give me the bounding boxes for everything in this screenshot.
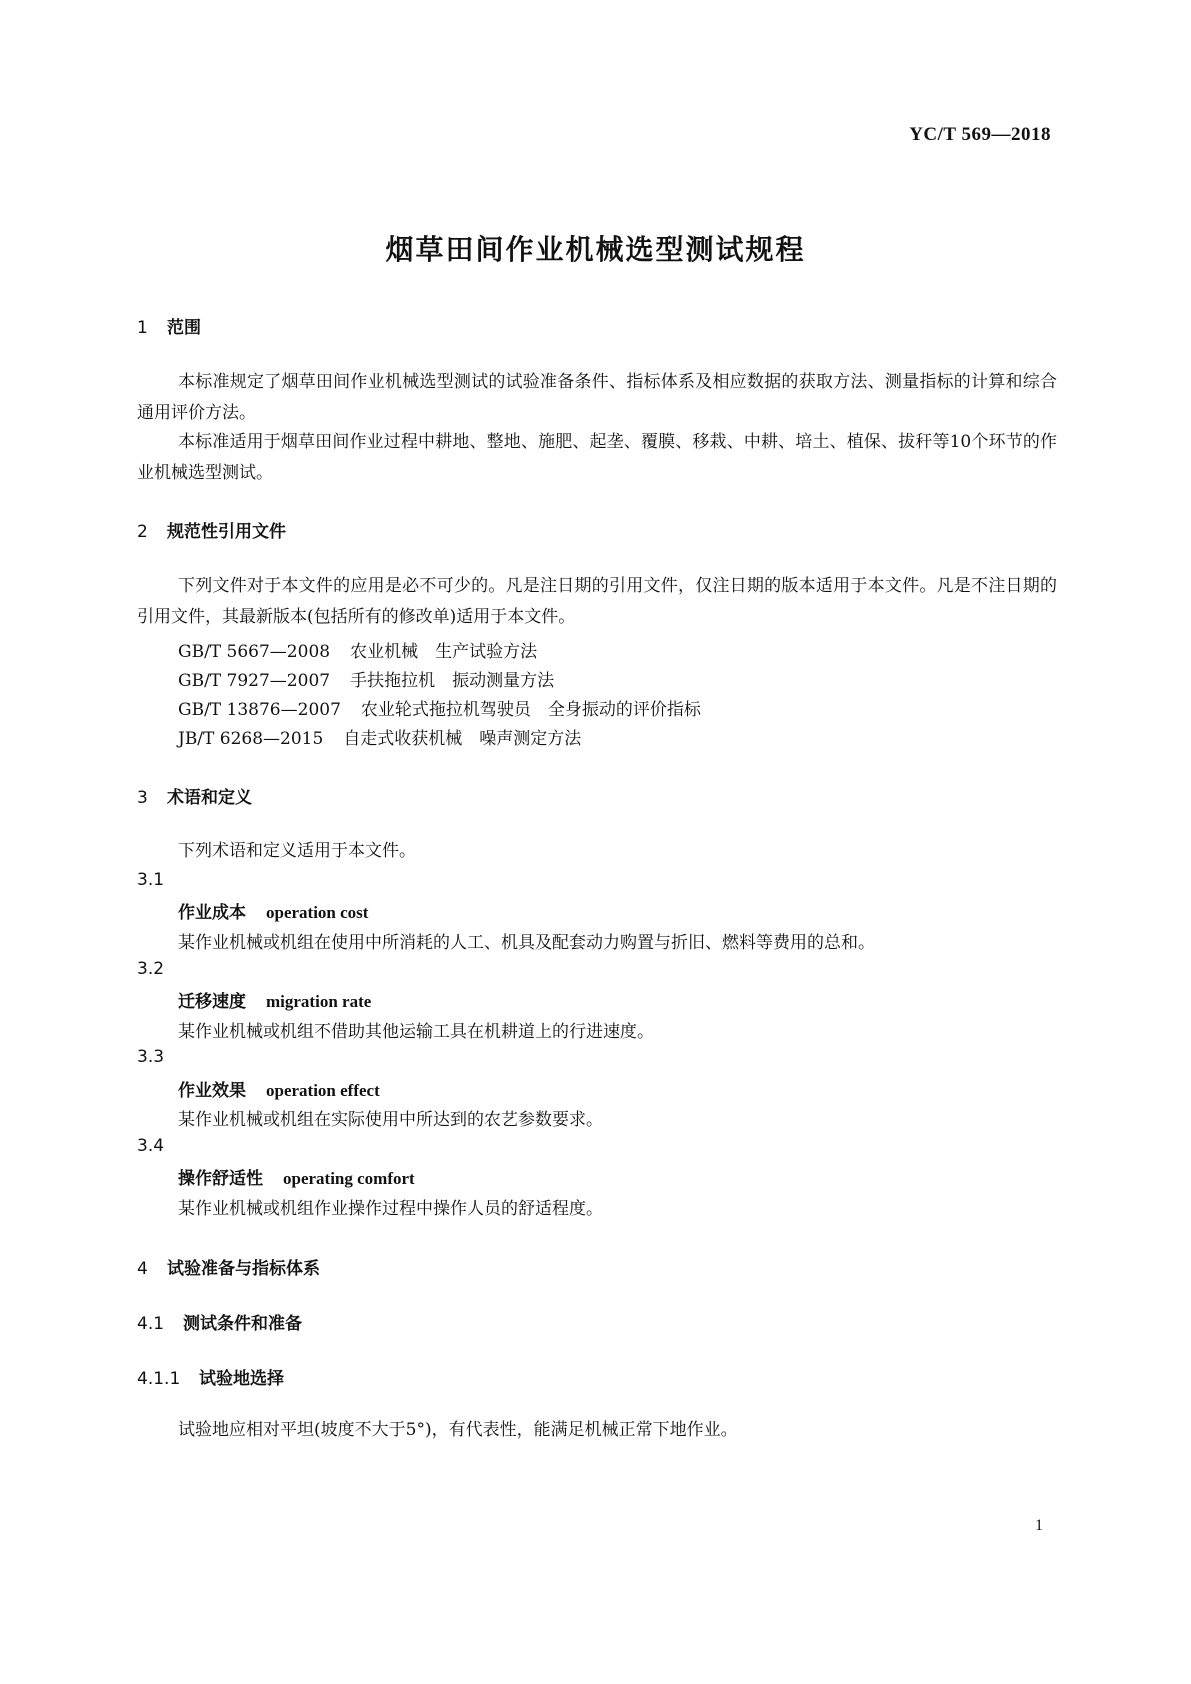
term-zh: 作业成本	[178, 903, 246, 923]
term-en: migration rate	[266, 992, 372, 1011]
term-zh: 作业效果	[178, 1081, 246, 1101]
reference-item	[178, 695, 721, 720]
term-zh: 迁移速度	[178, 992, 246, 1012]
term-definition: 某作业机械或机组不借助其他运输工具在机耕道上的行进速度。	[178, 1022, 654, 1042]
section-title: 规范性引用文件	[167, 522, 286, 542]
subsection-4-1-1-heading	[137, 1364, 284, 1389]
term-number: 3.4	[137, 1136, 165, 1156]
subsection-4-1-heading	[137, 1309, 302, 1334]
section-title: 试验地选择	[199, 1369, 284, 1389]
section-number: 4.1	[137, 1314, 165, 1334]
section-1-heading	[137, 313, 201, 338]
term-number: 3.3	[137, 1047, 165, 1067]
term-name	[178, 1164, 415, 1189]
reference-title: 手扶拖拉机 振动测量方法	[350, 671, 555, 691]
section-3-heading	[137, 783, 252, 808]
section-number: 4	[137, 1259, 148, 1279]
term-name	[178, 1076, 380, 1101]
reference-item	[178, 666, 574, 691]
term-en: operation cost	[266, 903, 369, 922]
paragraph: 试验地应相对平坦(坡度不大于5°)，有代表性，能满足机械正常下地作业。	[178, 1420, 738, 1440]
section-4-heading	[137, 1254, 320, 1279]
term-name	[178, 987, 371, 1012]
reference-title: 农业轮式拖拉机驾驶员 全身振动的评价指标	[360, 700, 701, 720]
document-id: YC/T 569—2018	[909, 124, 1051, 145]
term-definition: 某作业机械或机组在使用中所消耗的人工、机具及配套动力购置与折旧、燃料等费用的总和。	[178, 933, 875, 953]
term-zh: 操作舒适性	[178, 1169, 263, 1189]
reference-code: GB/T 13876—2007	[178, 700, 341, 720]
paragraph: 本标准规定了烟草田间作业机械选型测试的试验准备条件、指标体系及相应数据的获取方法、测量指标的计算和综合通用评价方法。	[137, 372, 1057, 423]
section-title: 测试条件和准备	[183, 1314, 302, 1334]
term-en: operating comfort	[283, 1169, 415, 1188]
section-title: 范围	[167, 318, 201, 338]
reference-code: GB/T 5667—2008	[178, 642, 331, 662]
reference-title: 农业机械 生产试验方法	[350, 642, 538, 662]
page-number: 1	[1035, 1517, 1043, 1534]
section-2-heading	[137, 517, 286, 542]
term-number: 3.1	[137, 870, 165, 890]
term-number: 3.2	[137, 959, 165, 979]
reference-item	[178, 724, 601, 749]
section-number: 3	[137, 788, 148, 808]
reference-code: GB/T 7927—2007	[178, 671, 331, 691]
document-title: 烟草田间作业机械选型测试规程	[385, 233, 806, 266]
section-number: 1	[137, 318, 148, 338]
term-en: operation effect	[266, 1081, 380, 1100]
reference-item	[178, 637, 557, 662]
term-name	[178, 898, 368, 923]
section-title: 试验准备与指标体系	[167, 1259, 320, 1279]
section-title: 术语和定义	[167, 788, 252, 808]
paragraph: 本标准适用于烟草田间作业过程中耕地、整地、施肥、起垄、覆膜、移栽、中耕、培土、植保、拔秆等10个环节的作业机械选型测试。	[137, 432, 1057, 483]
paragraph: 下列术语和定义适用于本文件。	[178, 841, 416, 861]
paragraph: 下列文件对于本文件的应用是必不可少的。凡是注日期的引用文件，仅注日期的版本适用于本文件。凡是不注日期的引用文件，其最新版本(包括所有的修改单)适用于本文件。	[137, 576, 1057, 627]
term-definition: 某作业机械或机组作业操作过程中操作人员的舒适程度。	[178, 1199, 603, 1219]
section-number: 2	[137, 522, 148, 542]
reference-title: 自走式收获机械 噪声测定方法	[343, 729, 582, 749]
term-definition: 某作业机械或机组在实际使用中所达到的农艺参数要求。	[178, 1110, 603, 1130]
section-number: 4.1.1	[137, 1369, 181, 1389]
reference-code: JB/T 6268—2015	[178, 729, 324, 749]
